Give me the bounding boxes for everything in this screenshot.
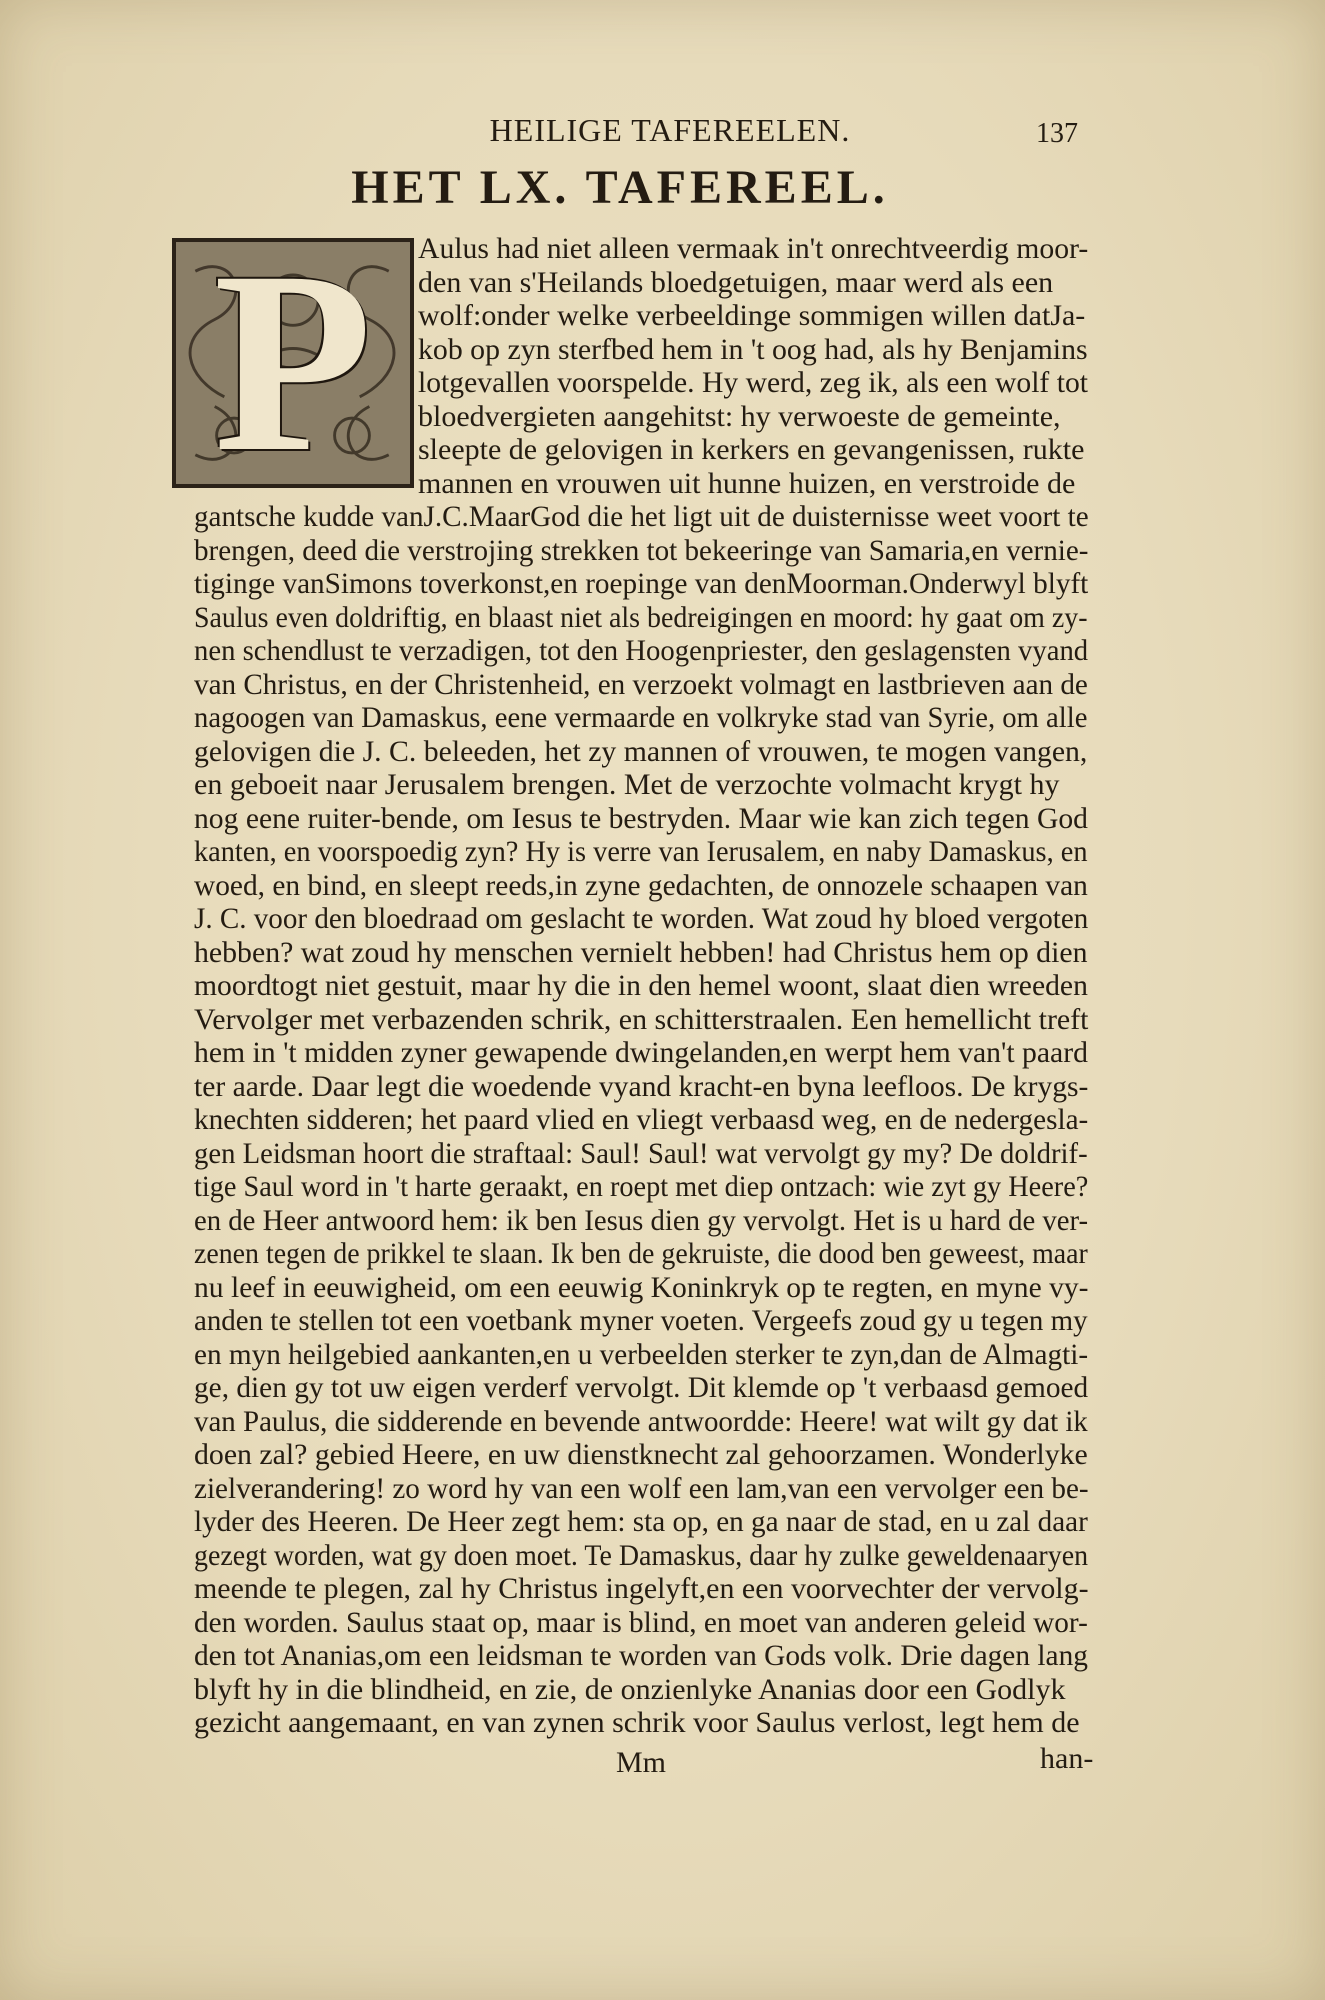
text-line: kob op zyn sterfbed hem in 't oog had, als hy Benjamins (418, 332, 1088, 366)
text-line: knechten sidderen; het paard vlied en vliegt verbaasd weg, en de nedergesla- (194, 1103, 1089, 1136)
text-line: den van s'Heilands bloedgetuigen, maar werd als een (418, 265, 1054, 299)
text-line: Vervolger met verbazenden schrik, en schitterstraalen. Een hemellicht treft (194, 1002, 1089, 1036)
text-line: gantsche kudde vanJ.C.MaarGod die het ligt uit de duisternisse weet voort te (194, 500, 1089, 533)
text-line: moordtogt niet gestuit, maar hy die in den hemel woont, slaat dien wreeden (194, 969, 1088, 1002)
text-line: en myn heilgebied aankanten,en u verbeelden sterker te zyn,dan de Almagti- (194, 1337, 1089, 1371)
text-line: anden te stellen tot een voetbank myner voeten. Vergeefs zoud gy u tegen my (194, 1304, 1088, 1337)
text-line: J. C. voor den bloedraad om geslacht te worden. Wat zoud hy bloed vergoten (194, 902, 1089, 935)
text-line: tiginge vanSimons toverkonst,en roepinge van denMoorman.Onderwyl blyft (194, 567, 1089, 600)
text-line: den worden. Saulus staat op, maar is blind, en moet van anderen geleid wor- (194, 1605, 1088, 1639)
text-line: meende te plegen, zal hy Christus ingelyft,en een voorvechter der vervolg- (194, 1572, 1089, 1605)
text-line: ter aarde. Daar legt die woedende vyand kracht-en byna leefloos. De krygs- (194, 1069, 1089, 1103)
text-line: sleepte de gelovigen in kerkers en gevangenissen, rukte (418, 433, 1085, 466)
text-line: gelovigen die J. C. beleeden, het zy mannen of vrouwen, te mogen vangen, (194, 734, 1088, 768)
drop-cap-letter: P (213, 218, 373, 506)
text-line: mannen en vrouwen uit hunne huizen, en verstroide de (418, 466, 1076, 500)
text-line: nen schendlust te verzadigen, tot den Hoogenpriester, den geslagensten vyand (194, 634, 1088, 667)
text-line: en geboeit naar Jerusalem brengen. Met de verzochte volmacht krygt hy (194, 768, 1060, 801)
text-line: doen zal? gebied Heere, en uw dienstknecht zal gehoorzamen. Wonderlyke (194, 1438, 1088, 1471)
text-line: gen Leidsman hoort die straftaal: Saul! Saul! wat vervolgt gy my? De doldrif- (194, 1136, 1088, 1170)
signature-mark: Mm (616, 1746, 667, 1779)
text-line: zielverandering! zo word hy van een wolf een lam,van een vervolger een be- (194, 1471, 1089, 1505)
text-line: kanten, en voorspoedig zyn? Hy is verre van Ierusalem, en naby Damaskus, en (194, 835, 1088, 868)
text-line: tige Saul word in 't harte geraakt, en roept met diep ontzach: wie zyt gy Heere? (194, 1170, 1088, 1203)
text-line: woed, en bind, en sleept reeds,in zyne gedachten, de onnozele schaapen van (194, 868, 1088, 902)
text-line: van Paulus, die sidderende en bevende antwoordde: Heere! wat wilt gy dat ik (194, 1404, 1088, 1438)
page-number: 137 (1036, 118, 1078, 149)
text-line: Aulus had niet alleen vermaak in't onrechtveerdig moor- (418, 232, 1089, 265)
text-line: gezicht aangemaant, en van zynen schrik voor Saulus verlost, legt hem de (194, 1706, 1080, 1739)
text-line: van Christus, en der Christenheid, en verzoekt volmagt en lastbrieven aan de (194, 667, 1088, 701)
text-line: hebben? wat zoud hy menschen vernielt hebben! had Christus hem op dien (194, 935, 1088, 969)
text-line: nagoogen van Damaskus, eene vermaarde en volkryke stad van Syrie, om alle (194, 701, 1088, 734)
text-line: Saulus even doldriftig, en blaast niet als bedreigingen en moord: hy gaat om zy- (194, 600, 1088, 634)
text-line: nu leef in eeuwigheid, om een eeuwig Koninkryk op te regten, en myne vy- (194, 1270, 1089, 1304)
text-line: gezegt worden, wat gy doen moet. Te Damaskus, daar hy zulke geweldenaaryen (194, 1538, 1088, 1572)
running-head: HEILIGE TAFEREELEN. (489, 112, 851, 148)
text-line: ge, dien gy tot uw eigen verderf vervolgt. Dit klemde op 't verbaasd gemoed (194, 1371, 1088, 1404)
text-line: blyft hy in die blindheid, en zie, de onzienlyke Ananias door een Godlyk (194, 1672, 1066, 1706)
text-line: nog eene ruiter-bende, om Iesus te bestryden. Maar wie kan zich tegen God (194, 801, 1088, 835)
text-line: en de Heer antwoord hem: ik ben Iesus dien gy vervolgt. Het is u hard de ver- (194, 1203, 1088, 1237)
text-line: zenen tegen de prikkel te slaan. Ik ben de gekruiste, die dood ben geweest, maar (194, 1237, 1088, 1270)
text-line: lyder des Heeren. De Heer zegt hem: sta op, en ga naar de stad, en u zal daar (194, 1505, 1088, 1538)
text-line: wolf:onder welke verbeeldinge sommigen willen datJa- (418, 299, 1086, 332)
text-line: brengen, deed die verstrojing strekken tot bekeeringe van Samaria,en vernie- (194, 533, 1089, 567)
text-line: lotgevallen voorspelde. Hy werd, zeg ik, als een wolf tot (418, 366, 1088, 399)
text-line: bloedvergieten aangehitst: hy verwoeste de gemeinte, (418, 399, 1061, 433)
catchword: han- (1040, 1742, 1094, 1775)
chapter-title: HET LX. TAFEREEL. (351, 161, 889, 214)
text-line: den tot Ananias,om een leidsman te worden van Gods volk. Drie dagen lang (194, 1639, 1088, 1672)
text-line: hem in 't midden zyner gewapende dwingelanden,en werpt hem van't paard (194, 1036, 1088, 1069)
